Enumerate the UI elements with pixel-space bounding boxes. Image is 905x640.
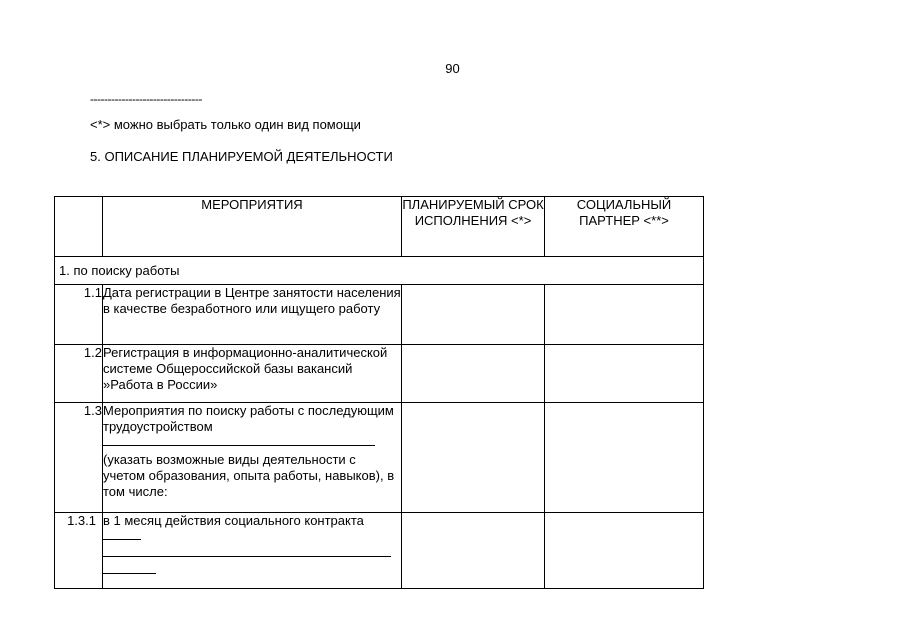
deadline-cell[interactable] xyxy=(402,345,545,403)
row-description: Регистрация в информационно-аналитической системе Общероссийской базы вакансий »Работа в России» xyxy=(103,345,402,403)
activity-plan-table xyxy=(54,196,704,589)
row-description-text: Мероприятия по поиску работы с последующим трудоустройством xyxy=(103,403,394,434)
fill-in-line[interactable] xyxy=(103,563,156,574)
section-title: 5. ОПИСАНИЕ ПЛАНИРУЕМОЙ ДЕЯТЕЛЬНОСТИ xyxy=(90,149,393,164)
fill-in-line[interactable] xyxy=(103,435,375,446)
partner-cell[interactable] xyxy=(545,285,704,345)
row-description-note: (указать возможные виды деятельности с учетом образования, опыта работы, навыков), в том числе: xyxy=(103,452,395,499)
header-events: МЕРОПРИЯТИЯ xyxy=(103,197,402,257)
row-description: Дата регистрации в Центре занятости населения в качестве безработного или ищущего работу xyxy=(103,285,402,345)
section-label: 1. по поиску работы xyxy=(55,257,704,285)
table-section-row xyxy=(55,257,704,285)
partner-cell[interactable] xyxy=(545,513,704,589)
page-number: 90 xyxy=(445,61,460,76)
table-row xyxy=(55,285,704,345)
row-number: 1.3 xyxy=(55,403,103,513)
header-deadline: ПЛАНИРУЕМЫЙ СРОК ИСПОЛНЕНИЯ <*> xyxy=(402,197,545,257)
fill-in-line[interactable] xyxy=(103,546,391,557)
table-row xyxy=(55,513,704,589)
partner-cell[interactable] xyxy=(545,403,704,513)
row-description xyxy=(103,513,402,589)
table-header-row xyxy=(55,197,704,257)
deadline-cell[interactable] xyxy=(402,513,545,589)
deadline-cell[interactable] xyxy=(402,285,545,345)
deadline-cell[interactable] xyxy=(402,403,545,513)
table-row xyxy=(55,345,704,403)
table-row xyxy=(55,403,704,513)
row-description xyxy=(103,403,402,513)
fill-in-line[interactable] xyxy=(103,529,141,540)
footnote-separator: -------------------------------- xyxy=(90,92,202,106)
row-description-text: в 1 месяц действия социального контракта xyxy=(103,513,364,528)
header-partner: СОЦИАЛЬНЫЙ ПАРТНЕР <**> xyxy=(545,197,704,257)
footnote: <*> можно выбрать только один вид помощи xyxy=(90,117,361,132)
row-number: 1.1 xyxy=(55,285,103,345)
header-num xyxy=(55,197,103,257)
partner-cell[interactable] xyxy=(545,345,704,403)
row-number: 1.3.1 xyxy=(55,513,103,589)
row-number: 1.2 xyxy=(55,345,103,403)
